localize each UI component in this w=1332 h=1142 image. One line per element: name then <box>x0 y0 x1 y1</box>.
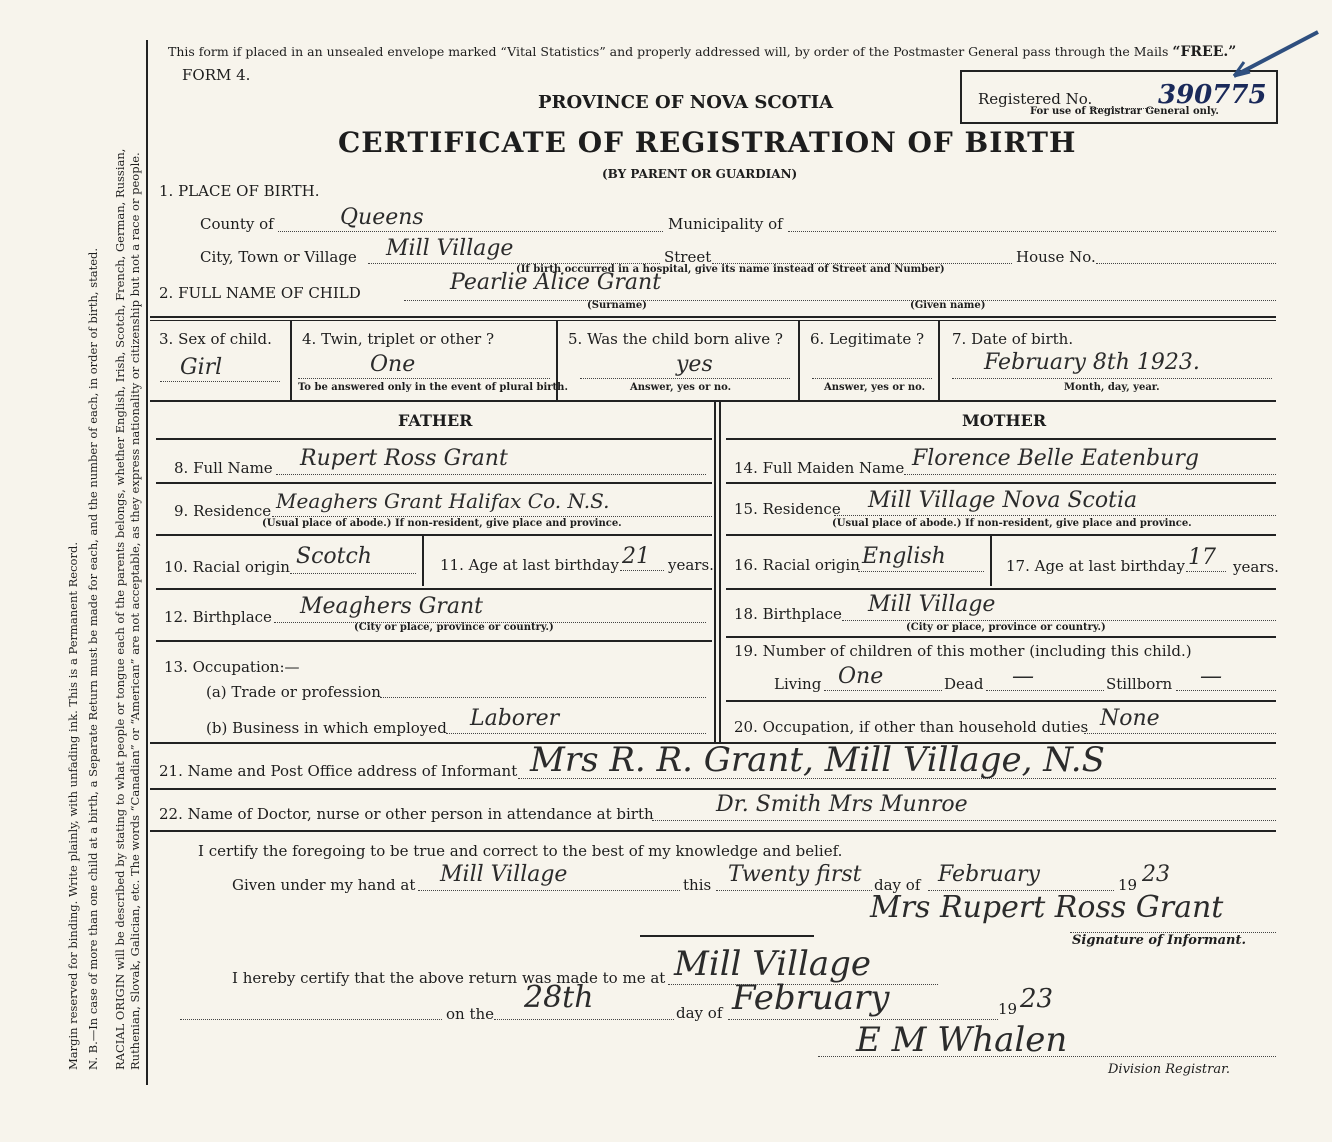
margin-note-4: Ruthenian, Slovak, Galician, etc. The words “Canadian” or “American” are not acceptable, as they express nationality or citizenship but not a race or people. <box>128 152 142 1070</box>
hospital-note: (If birth occurred in a hospital, give its name instead of Street and Number) <box>516 264 945 275</box>
division-registrar-label: Division Registrar. <box>1108 1062 1230 1077</box>
mother-occupation-value: None <box>1100 706 1160 731</box>
father-birthplace-value: Meaghers Grant <box>300 594 483 619</box>
street-label: Street <box>664 248 712 266</box>
hereby-certify-label: I hereby certify that the above return was made to me at <box>232 969 666 987</box>
father-age-label: 11. Age at last birthday <box>440 556 619 574</box>
registration-day-of-label: day of <box>676 1004 723 1022</box>
mother-age-value: 17 <box>1188 545 1216 570</box>
mother-race-label: 16. Racial origin <box>734 556 860 574</box>
margin-note-1: Margin reserved for binding. Write plainly, with unfading ink. This is a Permanent Record. <box>66 542 80 1070</box>
mother-heading: MOTHER <box>962 411 1047 430</box>
mother-birthplace-note: (City or place, province or country.) <box>906 622 1106 633</box>
father-age-unit: years. <box>668 556 714 574</box>
dead-label: Dead <box>944 675 984 693</box>
mother-birthplace-label: 18. Birthplace <box>734 605 842 623</box>
dob-value: February 8th 1923. <box>984 350 1200 375</box>
mother-name-label: 14. Full Maiden Name <box>734 459 905 477</box>
father-race-label: 10. Racial origin <box>164 558 290 576</box>
informant-value: Mrs R. R. Grant, Mill Village, N.S <box>530 740 1105 780</box>
registered-number: 390775 <box>1158 80 1267 110</box>
mother-age-unit: years. <box>1233 558 1279 576</box>
city-value: Mill Village <box>386 236 514 261</box>
dob-label: 7. Date of birth. <box>952 330 1074 348</box>
city-label: City, Town or Village <box>200 248 357 266</box>
alive-label: 5. Was the child born alive ? <box>568 330 783 348</box>
alive-value: yes <box>676 352 713 377</box>
sex-value: Girl <box>180 355 223 380</box>
certify-statement: I certify the foregoing to be true and correct to the best of my knowledge and belief. <box>198 842 843 860</box>
doctor-label: 22. Name of Doctor, nurse or other person in attendance at birth <box>159 805 654 823</box>
father-residence-value: Meaghers Grant Halifax Co. N.S. <box>276 489 610 513</box>
mother-birthplace-value: Mill Village <box>868 592 996 617</box>
registered-label: Registered No. <box>978 90 1093 108</box>
business-value: Laborer <box>470 706 560 731</box>
stillborn-label: Stillborn <box>1106 675 1173 693</box>
mother-occupation-label: 20. Occupation, if other than household duties <box>734 718 1089 736</box>
father-occupation-label: 13. Occupation:— <box>164 658 300 676</box>
father-birthplace-note: (City or place, province or country.) <box>354 622 554 633</box>
child-name-value: Pearlie Alice Grant <box>450 270 662 295</box>
dead-value: — <box>1012 664 1034 689</box>
given-month-value: February <box>938 862 1040 887</box>
registration-year-prefix: 19 <box>998 1000 1018 1018</box>
registration-month-value: February <box>732 978 890 1018</box>
informant-signature-label: Signature of Informant. <box>1072 933 1246 948</box>
father-name-value: Rupert Ross Grant <box>300 446 508 471</box>
mother-residence-note: (Usual place of abode.) If non-resident, give place and province. <box>832 518 1192 529</box>
given-under-label: Given under my hand at <box>232 876 416 894</box>
twin-value: One <box>370 352 416 377</box>
trade-label: (a) Trade or profession <box>206 683 381 701</box>
father-residence-label: 9. Residence <box>174 502 272 520</box>
margin-notes <box>60 40 150 1080</box>
given-day-value: Twenty first <box>728 862 862 887</box>
stillborn-value: — <box>1200 664 1222 689</box>
registrar-use-note: For use of Registrar General only. <box>1030 106 1219 117</box>
county-value: Queens <box>340 205 424 230</box>
municipality-label: Municipality of <box>668 215 783 233</box>
province-heading: PROVINCE OF NOVA SCOTIA <box>538 92 834 113</box>
child-name-label: 2. FULL NAME OF CHILD <box>159 284 361 302</box>
margin-note-3: RACIAL ORIGIN will be described by stating to what people or tongue each of the parents belongs, whether English, Irish, Scotch, French, German, Russian, <box>113 148 127 1070</box>
form-number: FORM 4. <box>182 66 251 84</box>
margin-rule <box>146 40 148 1085</box>
given-year-prefix: 19 <box>1118 876 1138 894</box>
father-residence-note: (Usual place of abode.) If non-resident, give place and province. <box>262 518 622 529</box>
blue-check-mark <box>1230 28 1322 80</box>
twin-note: To be answered only in the event of plural birth. <box>298 382 568 393</box>
given-day-of-label: day of <box>874 876 921 894</box>
mother-residence-value: Mill Village Nova Scotia <box>868 488 1138 513</box>
informant-signature: Mrs Rupert Ross Grant <box>870 890 1224 925</box>
mother-race-value: English <box>862 544 946 569</box>
mother-name-value: Florence Belle Eatenburg <box>912 446 1199 471</box>
father-name-label: 8. Full Name <box>174 459 273 477</box>
given-year-value: 23 <box>1142 862 1170 887</box>
certificate-subtitle: (BY PARENT OR GUARDIAN) <box>602 167 798 181</box>
children-count-label: 19. Number of children of this mother (including this child.) <box>734 642 1192 660</box>
informant-label: 21. Name and Post Office address of Informant <box>159 762 518 780</box>
registration-year-value: 23 <box>1020 984 1054 1014</box>
on-the-label: on the <box>446 1005 495 1023</box>
margin-note-2: N. B.—In case of more than one child at a birth, a Separate Return must be made for each, and the number of each, in order of birth, stated. <box>86 247 100 1070</box>
business-label: (b) Business in which employed <box>206 719 447 737</box>
given-place-value: Mill Village <box>440 862 568 887</box>
house-label: House No. <box>1016 248 1096 266</box>
registrar-signature: E M Whalen <box>856 1020 1068 1060</box>
sex-label: 3. Sex of child. <box>159 330 272 348</box>
alive-note: Answer, yes or no. <box>630 382 732 393</box>
doctor-value: Dr. Smith Mrs Munroe <box>716 792 968 817</box>
registration-place-value: Mill Village <box>674 944 871 984</box>
legitimate-label: 6. Legitimate ? <box>810 330 925 348</box>
twin-label: 4. Twin, triplet or other ? <box>302 330 494 348</box>
mother-residence-label: 15. Residence <box>734 500 841 518</box>
legitimate-note: Answer, yes or no. <box>824 382 926 393</box>
father-age-value: 21 <box>622 544 650 569</box>
given-name-note: (Given name) <box>910 300 986 311</box>
surname-note: (Surname) <box>587 300 647 311</box>
dob-note: Month, day, year. <box>1064 382 1160 393</box>
certificate-title: CERTIFICATE OF REGISTRATION OF BIRTH <box>338 126 1077 159</box>
place-heading: 1. PLACE OF BIRTH. <box>159 182 320 200</box>
registration-day-value: 28th <box>524 980 594 1015</box>
father-heading: FATHER <box>398 411 473 430</box>
father-birthplace-label: 12. Birthplace <box>164 608 272 626</box>
living-value: One <box>838 664 884 689</box>
this-label: this <box>683 876 712 894</box>
mother-age-label: 17. Age at last birthday <box>1006 557 1185 575</box>
county-label: County of <box>200 215 274 233</box>
mail-notice: This form if placed in an unsealed envelope marked “Vital Statistics” and properly addressed will, by order of the Postmaster General pass through the Mails “FREE.” <box>168 44 1237 60</box>
living-label: Living <box>774 675 822 693</box>
father-race-value: Scotch <box>296 544 372 569</box>
